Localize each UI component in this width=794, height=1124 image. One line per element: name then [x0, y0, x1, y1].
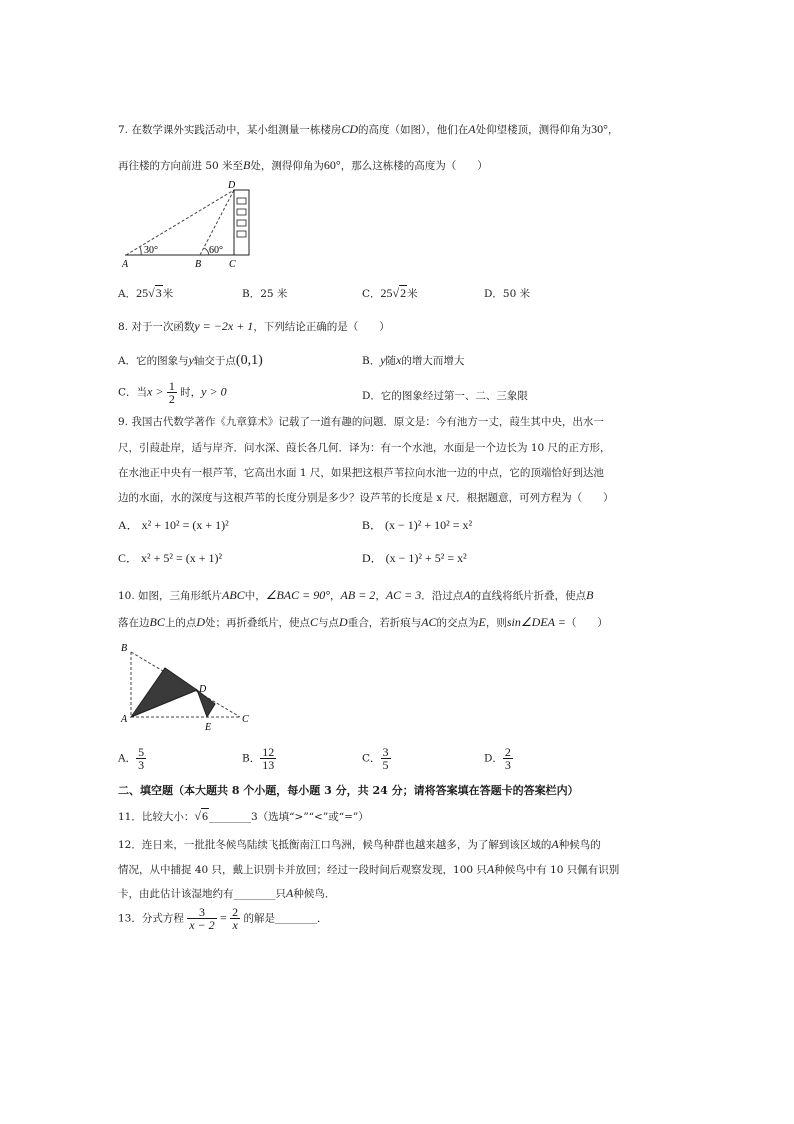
- q9-line4: 边的水面，水的深度与这根芦苇的长度分别是多少？设芦苇的长度是 x 尺．根据题意，可列方程为（ ）: [118, 492, 614, 504]
- q9-option-d[interactable]: D． (x − 1)² + 5² = x²: [362, 551, 467, 565]
- q10-label-b: B: [121, 643, 128, 654]
- q10-line2: 落在边BC上的点D处；再折叠纸片，使点C与点D重合，若折痕与AC的交点为E，则sin∠DEA =（ ）: [118, 615, 608, 629]
- q10-figure: [115, 640, 260, 735]
- q7-building: [234, 190, 249, 255]
- q12-line3: 卡，由此估计该湿地约有________只A种候鸟．: [118, 886, 336, 900]
- q10-label-a: A: [121, 714, 128, 725]
- section2-title: 二、填空题（本大题共 8 个小题，每小题 3 分，共 24 分；请将答案填在答题卡的答案栏内）: [118, 784, 579, 797]
- q9-option-b[interactable]: B． (x − 1)² + 10² = x²: [362, 518, 473, 532]
- q7-option-d[interactable]: D．50 米: [484, 288, 531, 300]
- q9-line1: 9. 我国古代数学著作《九章算术》记载了一道有趣的问题．原文是：今有池方一丈，葭生其中央，出水一: [118, 416, 604, 428]
- q9-option-c[interactable]: C． x² + 5² = (x + 1)²: [118, 551, 223, 565]
- q7-label-b: B: [195, 259, 202, 270]
- q7-line2: 再往楼的方向前进 50 米至B处，测得仰角为60°，那么这栋楼的高度为（ ）: [118, 158, 488, 172]
- q10-line1: 10. 如图，三角形纸片ABC中，∠BAC = 90°，AB = 2，AC = 3．沿过点A的直线将纸片折叠，使点B: [118, 588, 594, 602]
- q7-label-60: 60°: [209, 245, 223, 256]
- q10-fold1: [131, 668, 197, 717]
- q10-option-c[interactable]: C． $\frac{3}{5}$: [362, 745, 389, 772]
- q7-line1: 7. 在数学课外实践活动中，某小组测量一栋楼房CD的高度（如图），他们在A处仰望楼顶，测得仰角为30°，: [118, 122, 619, 136]
- q7-label-c: C: [229, 259, 236, 270]
- q10-option-b[interactable]: B． $\frac{12}{13}$: [242, 745, 275, 772]
- q7-option-c[interactable]: C．25√2米: [362, 286, 418, 300]
- q8-fraction: $\frac{1}{2}$: [168, 379, 175, 406]
- q10-option-a[interactable]: A． $\frac{5}{3}$: [118, 745, 145, 772]
- q13: 13．分式方程 $\frac{3}{x - 2}$ = $\frac{2}{x}$ 的解是________．: [118, 905, 328, 932]
- q12-line2: 情况，从中捕捉 40 只，戴上识别卡并放回；经过一段时间后观察发现，100 只A种候鸟中有 10 只佩有识别: [118, 862, 620, 876]
- q7-label-30: 30°: [144, 245, 158, 256]
- q7-label-a: A: [122, 259, 129, 270]
- q7-figure: [115, 178, 255, 270]
- q8-stem: 8. 对于一次函数y = −2x + 1，下列结论正确的是（ ）: [118, 319, 390, 333]
- q8-option-b[interactable]: B．y随x的增大而增大: [362, 353, 465, 367]
- q7-option-a[interactable]: A．25√3米: [118, 286, 174, 300]
- q9-option-a[interactable]: A． x² + 10² = (x + 1)²: [118, 518, 229, 532]
- q7-option-b[interactable]: B．25 米: [242, 288, 288, 300]
- q7-label-d: D: [228, 180, 236, 191]
- q8-option-c[interactable]: C．当x > $\frac{1}{2}$ 时，y > 0: [118, 379, 227, 406]
- q10-label-c: C: [242, 714, 249, 725]
- q11: 11．比较大小：√6________3（选填“>”“<”或“=”）: [118, 809, 369, 823]
- q10-label-e: E: [205, 722, 212, 733]
- q9-line3: 在水池正中央有一根芦苇，它高出水面 1 尺，如果把这根芦苇拉向水池一边的中点，它的顶端恰好到达池: [118, 467, 604, 479]
- q12-line1: 12．连日来，一批批冬候鸟陆续飞抵衡南江口鸟洲，候鸟种群也越来越多，为了解到该区域的A种候鸟的: [118, 837, 601, 851]
- q10-label-d: D: [199, 684, 207, 695]
- q8-option-a[interactable]: A．它的图象与y轴交于点(0,1): [118, 353, 263, 368]
- q10-option-d[interactable]: D． $\frac{2}{3}$: [484, 745, 511, 772]
- q8-option-d[interactable]: D．它的图象经过第一、二、三象限: [362, 390, 528, 402]
- q9-line2: 尺，引葭赴岸，适与岸齐．问水深、葭长各几何．译为：有一个水池，水面是一个边长为 10 尺的正方形，: [118, 442, 611, 454]
